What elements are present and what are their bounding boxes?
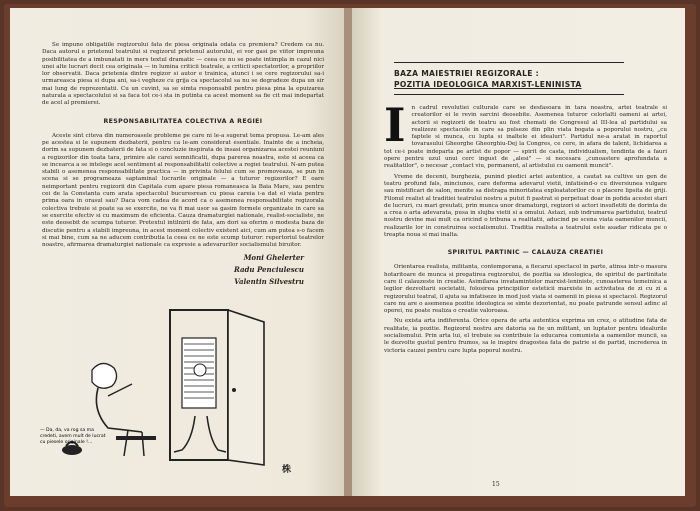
- signature-1: Moni Ghelerter: [243, 253, 304, 263]
- signature-3: Valentin Silvestru: [234, 277, 304, 287]
- right-paragraph-1: Vreme de decenii, burghezia, punind piedici artei autentice, a cautat sa cultive un gen de teatru profund fals, minciunos, care deforma adevarul vietii, infatisind-o cu diversiunea vulgare sau mistificari de salon, menite sa distraga minoritatea exploatatorilor cu o placere lipsita de griji. Filonul realist al traditiei teatrului nostru a putut fi pastrat si perpetuat doar in pofida acestei stari de lucruri, cu mari greutati, prin munca unor dramaturgi, regizori si actori insufletiti de dorinta de a crea o arta adevarata, pusa in slujba vietii si a omului. Astazi, sub indrumarea partidului, teatrul nostru devine mai mult ca oricind o tribuna a realitatii, aducind pe scena viata oamenilor muncii, realizarile lor in construirea socialismului. Traditia realista a teatrului este asadar ridicata pe o treapta noua si mai inalta.: [384, 173, 667, 239]
- right-paragraph-3: Nu exista arta indiferenta. Orice opera de arta autentica exprima un crez, o atitudine fata de realitate, ia pozitie. Regizorul nostru are datoria sa fie un militant, un luptator pentru idealurile socialismului. Prin arta lui, el trebuie sa contribuie la educarea comunista a oamenilor muncii, sa le dezvolte gustul pentru frumos, sa le inspire dragostea fata de patrie si de partid, increderea in victoria cauzei pentru care lupta poporul nostru.: [384, 318, 667, 354]
- title-line-2: POZITIA IDEOLOGICA MARXIST-LENINISTA: [394, 80, 582, 89]
- drop-cap: I: [384, 98, 406, 152]
- right-paragraph-2: Orientarea realista, militanta, contemporana, a fiecarui spectacol in parte, atinsa intr-o masura hotaritoare de munca si pregatirea regizorului, de pozitia sa ideologica, de spiritul de partinitate care il calauzeste in creatie. Asimilarea invatamintelor marxist-leniniste, cunoasterea temeinica a legilor dezvoltarii societatii, folosirea principiilor esteticii marxiste in activitatea de zi cu zi a regizorului teatral, il ajuta sa infatiseze in mod just viata si oamenii in piesa si spectacol. Regizorul care nu are o asemenea pozitie ideologica se simte dezorientat, nu poate patrunde sensul adinc al operei, nu poate realiza o creatie valoroasa.: [384, 264, 667, 315]
- left-paragraph-2: Aceste sint citeva din numeroasele probleme pe care ni le-a sugerat tema propusa. Le-am ales pe acestea si le supunem dezbaterii, pentru ca le-am considerat esentiale. Inainte de a incheia, dorim sa supunem dezbaterii de fata si o concluzie inspirata de insasi organizarea acestei reuniuni a regizorilor din toata tara, primire ale carei semnificatii, dupa parerea noastra, este si aceea ca se incearca a se intelege acel sentiment al responsabilitatii colective a regiei teatrului. N-am putea stabili o asemenea responsabilitate practica — in privinta felului cum se promoveaza, se pun in scena si se programeaza saptaminal lucrarile originale — a tuturor regizorilor? E oare neimportant pentru regizorii din Capitala cum apare piesa romaneasca la Baia Mare, sau pentru cei de la Constanta cum arata spectacolul bucuresrean cu piesa careia i-a dat el viata pentru prima oara in orasul sau? Daca vom cadea de acord ca o asemenea responsabilitate regizorala colectiva trebuie si poate sa se exercite, ne va fi mai usor sa gasim formele organizate in care sa se exercite efectiv si cu maximum de eficienta. Cauza dramaturgiei nationale, realist-socialiste, ne este deosebit de scumpa tuturor. Pretextul intilnirii de fata, am dori sa oferim o modesta baza de discutie pentru a stabili impreuna, in acest moment colectiv existent aici, cum am putea s-o facem si mai bine, cum sa ne aducem contributia la ceea ce ne este scump tuturor: repertoriul teatrelor noastre, afirmarea dramaturgiei nationale ca expresie a adevarurilor socialismului biruitor.: [42, 132, 324, 249]
- intro-block: [384, 98, 667, 171]
- cartoon-caption: — Da, da, va rog sa ma credeti, avem mult de lucrat cu piesele originale !...: [40, 428, 106, 445]
- left-paragraph-1: Se impune obligatiile regizorului fata de piesa originala odata cu premiera? Credem ca nu. Daca autorul e prietenul teatrului si regizorul prietenul autorului, ei vor gasi pe viitor impreuna posibilitatea de a imbunatati in mers textul dramatic — ceea ce nu se poate intimpla in cazul nici unei alte lucrari decit cea originala — in lumina criticii teatrale, a criticii spectatorilor, a propriilor lor observatii. Daca prietenia dintre regizor si autor e trainica, atunci i se cere regizorului sa-i urmareasca piesa si dupa ani, sa-i vegheze cu grija ca spectacolul sa nu se degradeze dupa un sir mai lung de reprezentatii. Cu un cuvint, sa se simta responsabil pentru piesa pina la epuizarea naturala a spectacolului si sa faca tot ce-i sta in putinta ca acest moment sa fie cit mai indepartat de acel al premierei.: [42, 42, 324, 107]
- signature-2: Radu Penciulescu: [234, 265, 304, 275]
- cartoon-illustration: [32, 300, 322, 480]
- right-section-heading: SPIRITUL PARTINIC — CALAUZA CREATIEI: [447, 249, 604, 257]
- left-section-heading: RESPONSABILITATEA COLECTIVA A REGIEI: [103, 117, 263, 125]
- intro-paragraph: n cadrul revolutiei culturale care se desfasoara in tara noastra, artei teatrale si creatorilor ei le revin sarcini deosebite. Asemenea tuturor celorlalti oameni ai artei, actorii si regizorii de teatru au fost chemati de Congresul al III-lea al partidului sa realizeze spectacole in care sa pulseze din plin viata bogata a poporului nostru, „cu faptele si munca, cu lupta si inaltele ei idealuri". Partidul ne-a aratat in raportul tovarasului Gheorghe Gheorghiu-Dej la Congres, ce cere, in afara de talent, lichidarea a tot ce-i poate indeparta pe artist de popor — spirit de casta, individualism, tendinta de a fauri opere pentru uzul unui cerc ingust de „alesi" — si necesara „cunoastere aprofundata a realitatilor", o necesar „contact viu, permanent, al artistului cu oamenii muncii".: [384, 105, 667, 170]
- svg-text:株: 株: [282, 465, 292, 475]
- article-title: [394, 62, 624, 95]
- right-page: [352, 8, 685, 496]
- page-number: 15: [492, 481, 500, 488]
- title-line-1: BAZA MAIESTRIEI REGIZORALE :: [394, 69, 540, 78]
